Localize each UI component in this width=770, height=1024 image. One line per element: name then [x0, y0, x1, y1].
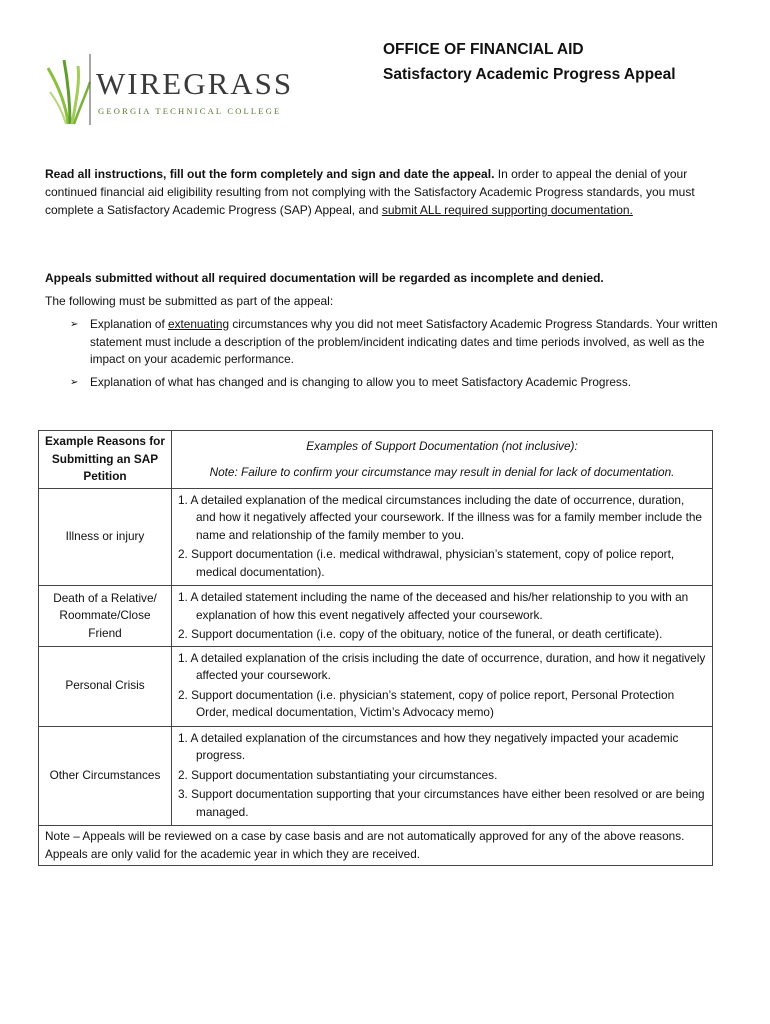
page-header [383, 37, 676, 87]
reason-cell: Death of a Relative/ Roommate/Close Friend [39, 586, 172, 647]
appeal-review-note: Note – Appeals will be reviewed on a case by case basis and are not automatically approved for any of the above reasons. Appeals are only valid for the academic year in which they are received. [39, 826, 713, 866]
documentation-column-header [172, 431, 713, 489]
table-header-row [39, 431, 713, 489]
documentation-item: 1. A detailed explanation of the medical circumstances including the date of occurrence, duration, and how it negatively affected your coursework. If the illness was for a family member include the name and relationship of the family member to you. [178, 492, 702, 542]
documentation-item: 1. A detailed statement including the name of the deceased and his/her relationship to you with an explanation of how this event negatively affected your coursework. [178, 590, 689, 622]
college-logo [46, 52, 296, 127]
documentation-item: 1. A detailed explanation of the circumstances and how they negatively impacted your academic progress. [178, 730, 679, 762]
office-title: OFFICE OF FINANCIAL AID [383, 41, 584, 58]
following-text: The following must be submitted as part of the appeal: [45, 294, 334, 308]
reason-cell: Illness or injury [39, 488, 172, 586]
form-title: Satisfactory Academic Progress Appeal [383, 66, 676, 83]
bullet-1-pre: Explanation of [90, 317, 169, 331]
logo-subtitle-text: GEORGIA TECHNICAL COLLEGE [98, 106, 282, 116]
grass-logo-icon [46, 52, 96, 127]
documentation-item: 2. Support documentation (i.e. physician’s statement, copy of police report, Personal Protection Order, medical documentation, Victim’s Advocacy memo) [178, 687, 675, 719]
documentation-item: 2. Support documentation substantiating your circumstances. [178, 767, 498, 782]
documentation-cell [172, 488, 713, 586]
documentation-cell [172, 726, 713, 826]
documentation-warning: Appeals submitted without all required documentation will be regarded as incomplete and denied. [45, 271, 604, 285]
intro-bold-text: Read all instructions, fill out the form completely and sign and date the appeal. [45, 167, 495, 181]
documentation-header-title: Examples of Support Documentation (not inclusive): [306, 439, 578, 454]
table-footer-row [39, 826, 713, 866]
arrow-bullet-icon: ➢ [70, 319, 79, 330]
bullet-2-text: Explanation of what has changed and is changing to allow you to meet Satisfactory Academic Progress. [90, 374, 632, 389]
table-row [39, 726, 713, 826]
table-row [39, 586, 713, 647]
documentation-item: 2. Support documentation (i.e. medical withdrawal, physician’s statement, copy of police report, medical documentation). [178, 547, 675, 579]
support-documentation-table [38, 430, 713, 866]
documentation-item: 1. A detailed explanation of the crisis including the date of occurrence, duration, and how it negatively affected your coursework. [178, 650, 706, 682]
list-item [70, 374, 740, 392]
table-row [39, 488, 713, 586]
reason-cell: Other Circumstances [39, 726, 172, 826]
list-item [70, 316, 740, 369]
documentation-cell [172, 646, 713, 726]
arrow-bullet-icon: ➢ [70, 376, 79, 388]
reasons-column-header: Example Reasons for Submitting an SAP Petition [39, 431, 172, 489]
documentation-header-note: Note: Failure to confirm your circumstance may result in denial for lack of documentation. [209, 464, 675, 479]
bullet-1-underlined: extenuating [168, 317, 230, 331]
intro-paragraph [45, 165, 735, 219]
reason-cell: Personal Crisis [39, 646, 172, 726]
documentation-item: 3. Support documentation supporting that your circumstances have either been resolved or are being managed. [178, 787, 705, 819]
intro-underlined-text: submit ALL required supporting documentation. [381, 203, 633, 217]
bullet-1-post: circumstances why you did not meet Satisfactory Academic Progress Standards. Your written statement must include a description of the problem/incident indicating dates and time periods involved, as well as the impact on your academic performance. [90, 317, 718, 366]
documentation-cell [172, 586, 713, 647]
table-row [39, 646, 713, 726]
documentation-item: 2. Support documentation (i.e. copy of the obituary, notice of the funeral, or death certificate). [178, 627, 663, 641]
requirements-list [70, 316, 740, 396]
logo-brand-text: WIREGRASS [96, 66, 294, 101]
intro-body-text: In order to appeal the denial of your continued financial aid eligibility resulting from not complying with the Satisfactory Academic Progress standards, you must complete a Satisfactory Academic Progress (SAP) Appeal, and [45, 167, 695, 217]
